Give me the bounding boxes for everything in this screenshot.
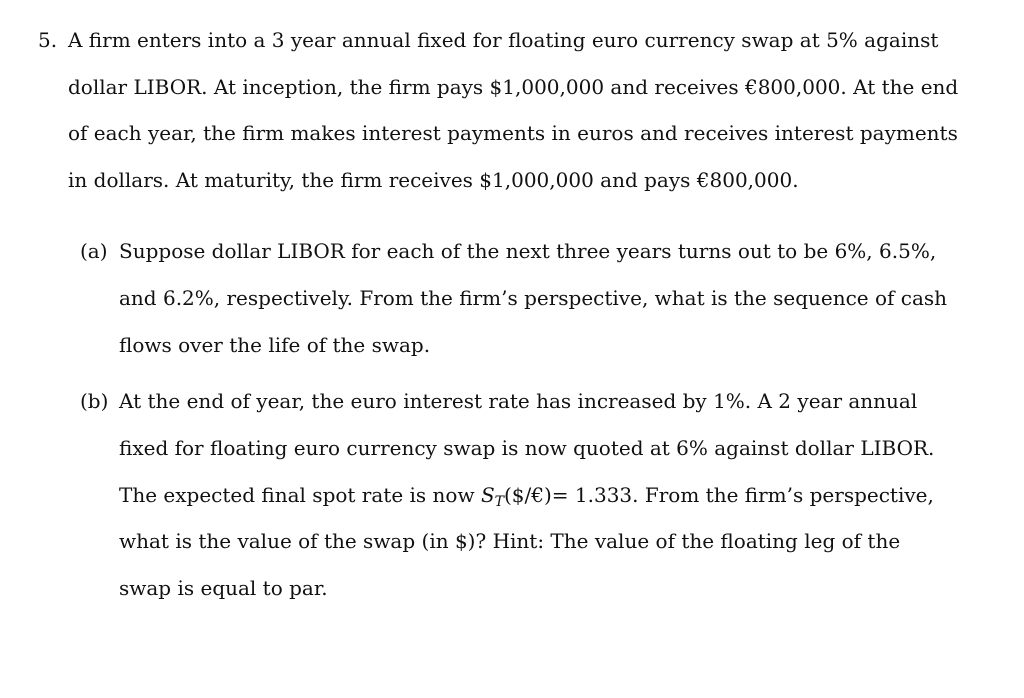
part-b-line-5: swap is equal to par. xyxy=(119,576,328,600)
part-b-line-1: At the end of year, the euro interest rate has increased by 1%. A 2 year annual xyxy=(119,389,918,413)
intro-line-1: A firm enters into a 3 year annual fixed for floating euro currency swap at 5% against xyxy=(68,28,939,52)
part-b-label: (b) xyxy=(80,389,109,413)
part-b-line-3-suffix: ($/€)= 1.333. From the firm’s perspective, xyxy=(503,483,934,507)
part-b-line-3 xyxy=(119,483,934,514)
part-b-line-2: fixed for floating euro currency swap is now quoted at 6% against dollar LIBOR. xyxy=(119,436,935,460)
spot-rate-symbol: S xyxy=(480,483,495,507)
part-a-line-3: flows over the life of the swap. xyxy=(119,333,431,357)
problem-number: 5. xyxy=(38,28,58,52)
intro-line-2: dollar LIBOR. At inception, the firm pays $1,000,000 and receives €800,000. At the end xyxy=(68,75,959,99)
intro-line-4: in dollars. At maturity, the firm receives $1,000,000 and pays €800,000. xyxy=(68,168,799,192)
part-b-line-4: what is the value of the swap (in $)? Hint: The value of the floating leg of the xyxy=(119,529,901,553)
part-a-line-1: Suppose dollar LIBOR for each of the next three years turns out to be 6%, 6.5%, xyxy=(119,239,937,263)
part-a-label: (a) xyxy=(80,239,108,263)
spot-rate-subscript: T xyxy=(494,494,504,510)
part-a-line-2: and 6.2%, respectively. From the firm’s perspective, what is the sequence of cash xyxy=(119,286,948,310)
part-b-line-3-prefix: The expected final spot rate is now xyxy=(119,483,481,507)
intro-line-3: of each year, the firm makes interest payments in euros and receives interest payments xyxy=(68,121,958,145)
